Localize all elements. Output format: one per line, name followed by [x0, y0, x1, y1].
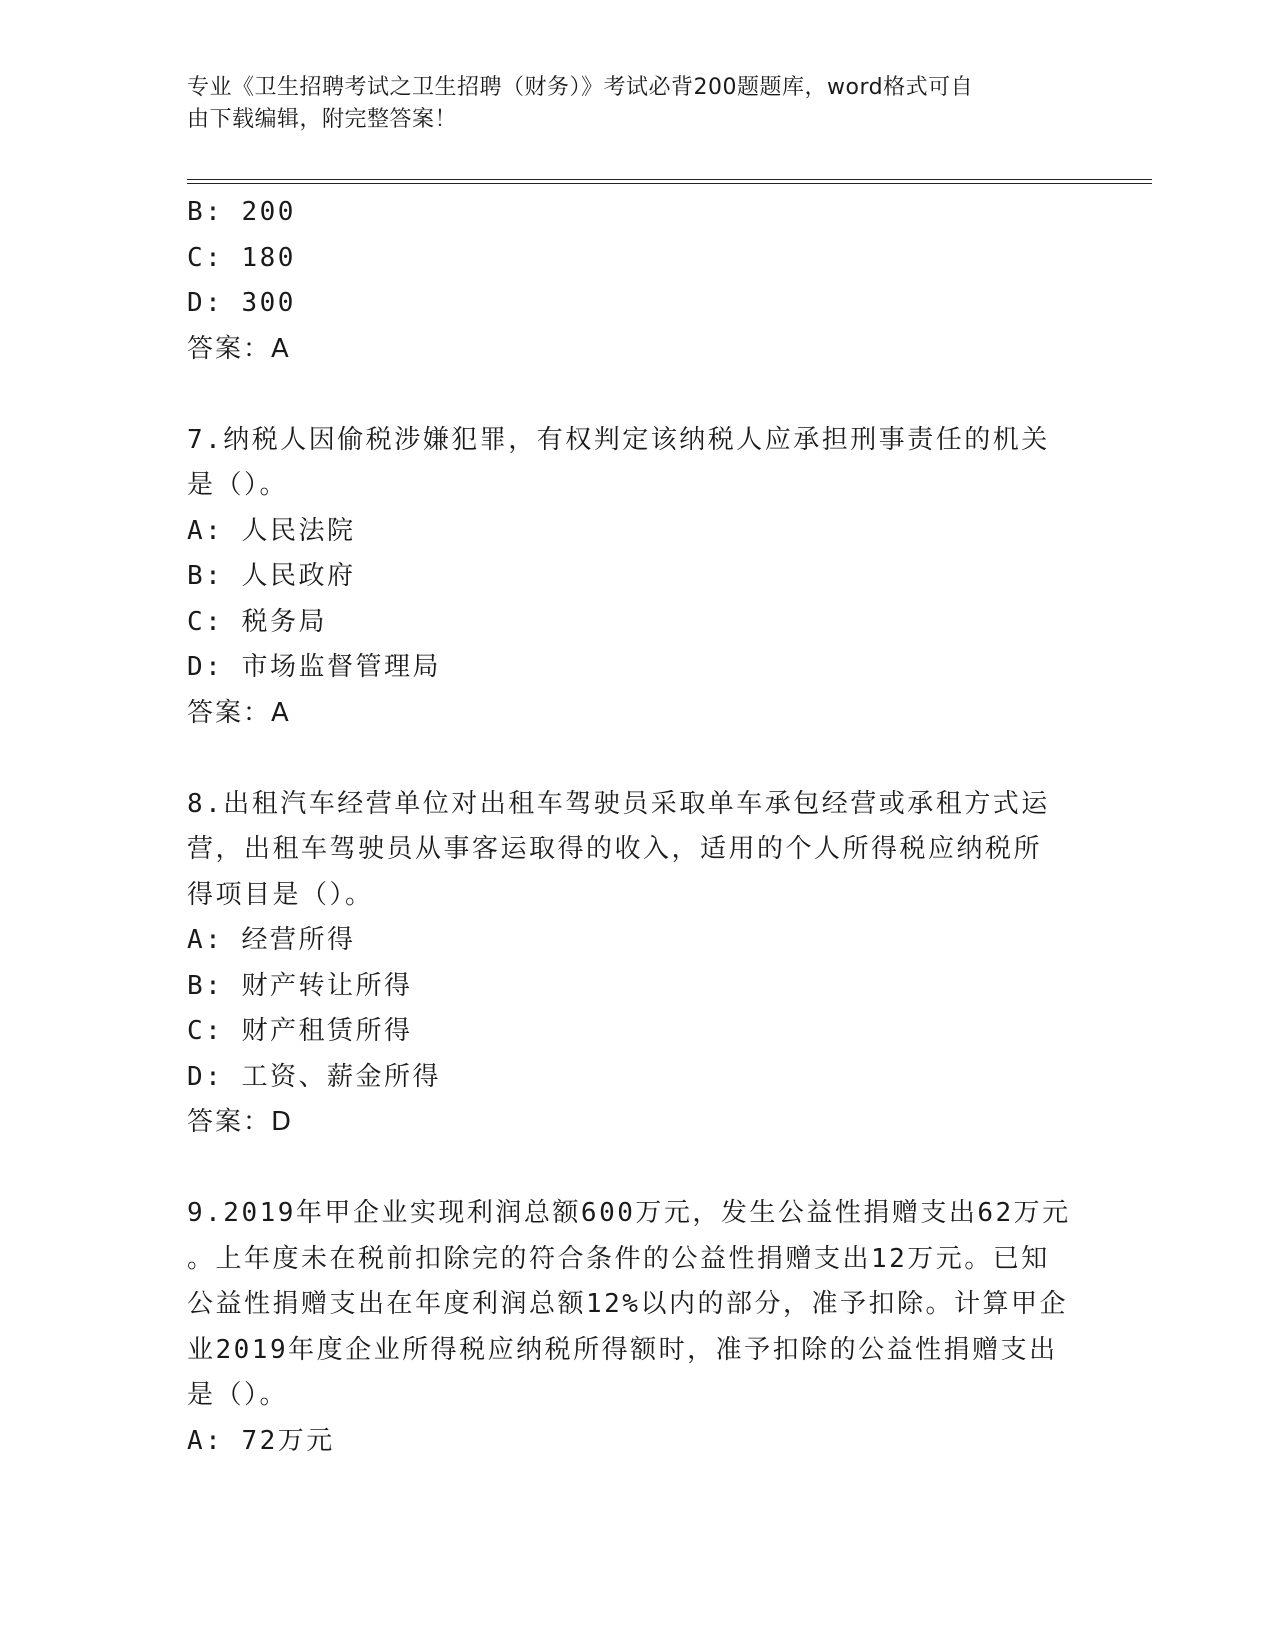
option-b: [187, 554, 1087, 600]
question-7: [187, 418, 1087, 737]
option-text: 财产租赁所得: [241, 1016, 413, 1046]
header-divider-bottom: [187, 183, 1152, 184]
spacer: [187, 736, 1087, 782]
question-stem-line: 营，出租车驾驶员从事客运取得的收入，适用的个人所得税应纳税所: [187, 834, 1043, 864]
option-label: C:: [187, 606, 224, 637]
option-label: D:: [187, 652, 224, 682]
option-text: 税务局: [241, 606, 327, 637]
question-stem-line: 是（）。: [187, 470, 289, 500]
option-a: [187, 509, 1087, 555]
question-stem-line: 。上年度未在税前扣除完的符合条件的公益性捐赠支出12万元。已知: [187, 1243, 1050, 1274]
option-text: 市场监督管理局: [241, 652, 441, 682]
option-text: 工资、薪金所得: [241, 1061, 441, 1092]
question-content: [187, 190, 1087, 1464]
option-a: [187, 918, 1087, 964]
question-stem-line: 8.出租汽车经营单位对出租车驾驶员采取单车承包经营或承租方式运: [187, 788, 1050, 819]
option-d: [187, 1055, 1087, 1101]
option-text: 财产转让所得: [241, 970, 413, 1001]
option-c: [187, 1009, 1087, 1055]
option-text: 300: [241, 288, 296, 318]
header-line-1: 专业《卫生招聘考试之卫生招聘（财务）》考试必背200题题库，word格式可自: [187, 75, 974, 100]
spacer: [187, 1146, 1087, 1192]
option-label: B:: [187, 561, 224, 591]
question-stem-line: 是（）。: [187, 1380, 289, 1410]
question-stem-line: 9.2019年甲企业实现利润总额600万元，发生公益性捐赠支出62万元: [187, 1198, 1071, 1228]
question-stem-line: 7.纳税人因偷税涉嫌犯罪，有权判定该纳税人应承担刑事责任的机关: [187, 424, 1050, 455]
answer-line: 答案：D: [187, 1107, 294, 1137]
option-b: [187, 190, 1087, 236]
question-6-tail: [187, 190, 1087, 372]
option-label: C:: [187, 242, 224, 273]
option-label: B:: [187, 970, 224, 1001]
option-text: 人民法院: [241, 515, 356, 546]
option-text: 200: [241, 197, 296, 227]
answer-line: 答案：A: [187, 697, 291, 728]
option-c: [187, 600, 1087, 646]
answer-line: 答案：A: [187, 333, 291, 364]
option-text: 180: [241, 242, 296, 273]
option-label: A:: [187, 925, 224, 955]
option-text: 经营所得: [241, 925, 356, 955]
spacer: [187, 372, 1087, 418]
option-label: A:: [187, 1425, 224, 1456]
option-label: B:: [187, 197, 224, 227]
option-a: [187, 1419, 1087, 1465]
option-label: C:: [187, 1016, 224, 1046]
option-label: D:: [187, 1061, 224, 1092]
option-text: 人民政府: [241, 561, 356, 591]
question-stem-line: 公益性捐赠支出在年度利润总额12%以内的部分，准予扣除。计算甲企: [187, 1289, 1068, 1319]
option-c: [187, 236, 1087, 282]
option-label: A:: [187, 515, 224, 546]
header-divider-top: [187, 179, 1152, 180]
option-b: [187, 964, 1087, 1010]
question-8: [187, 782, 1087, 1146]
question-stem-line: 业2019年度企业所得税应纳税所得额时，准予扣除的公益性捐赠支出: [187, 1334, 1058, 1365]
option-d: [187, 645, 1087, 691]
option-d: [187, 281, 1087, 327]
question-stem-line: 得项目是（）。: [187, 879, 374, 910]
option-label: D:: [187, 288, 224, 318]
option-text: 72万元: [241, 1425, 335, 1456]
question-9: [187, 1191, 1087, 1464]
header-line-2: 由下载编辑，附完整答案！: [187, 107, 458, 132]
document-header: [187, 72, 1067, 136]
